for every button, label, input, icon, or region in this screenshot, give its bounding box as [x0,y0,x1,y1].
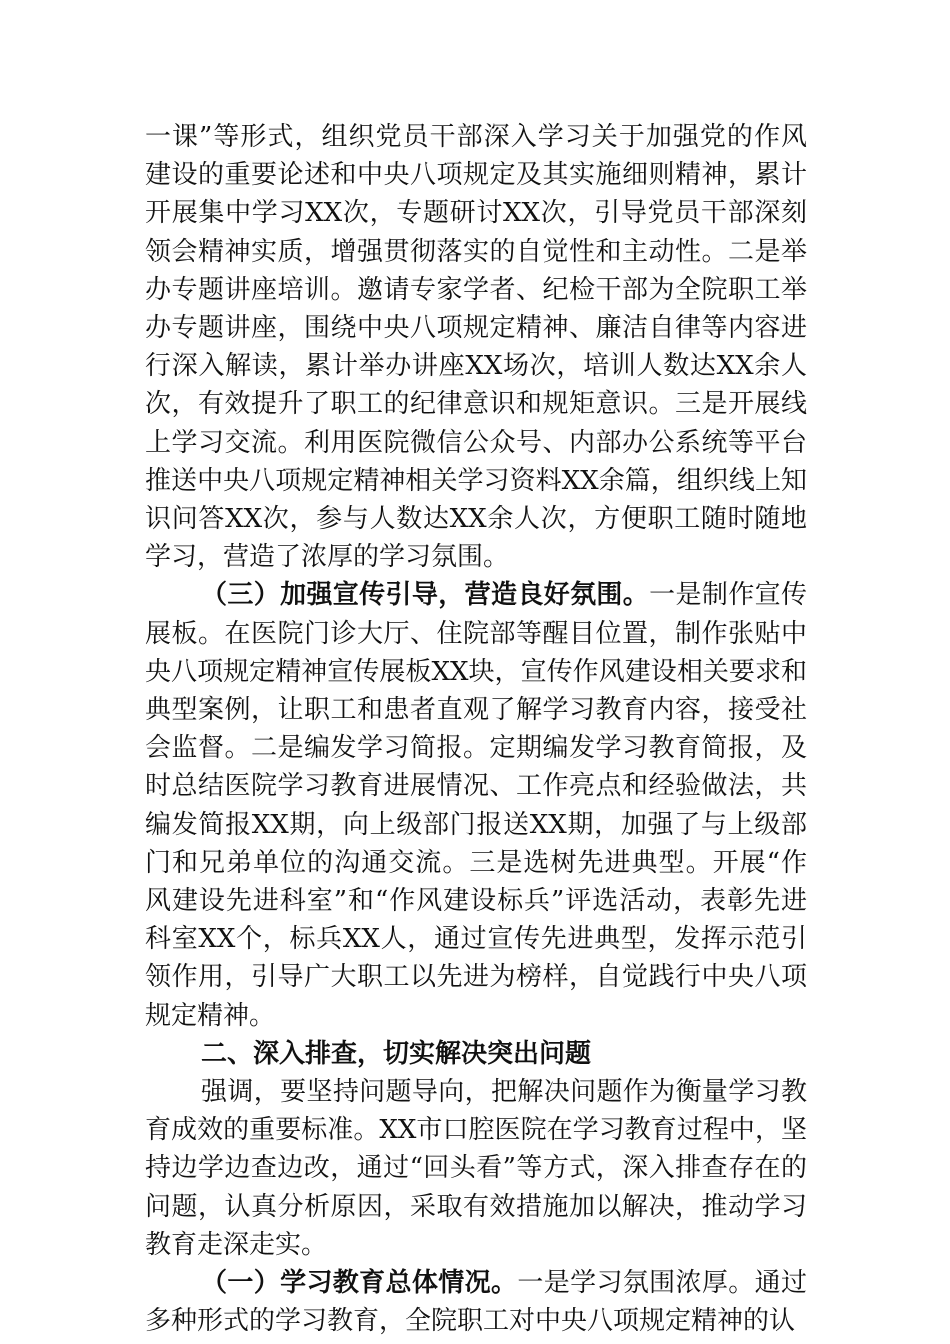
paragraph-overall-situation-body: 一是学习氛围浓厚。通过多种形式的学习教育，全院职工对中央八项规定精神的认 [145,1268,807,1337]
paragraph-study-activities: 一课”等形式，组织党员干部深入学习关于加强党的作风建设的重要论述和中央八项规定及其实施细则精神，累计开展集中学习XX次，专题研讨XX次，引导党员干部深刻领会精神实质，增强贯彻落实的自觉性和主动性。二是举办专题讲座培训。邀请专家学者、纪检干部为全院职工举办专题讲座，围绕中央八项规定精神、廉洁自律等内容进行深入解读，累计举办讲座XX场次，培训人数达XX余人次，有效提升了职工的纪律意识和规矩意识。三是开展线上学习交流。利用医院微信公众号、内部办公系统等平台推送中央八项规定精神相关学习资料XX余篇，组织线上知识问答XX次，参与人数达XX余人次，方便职工随时随地学习，营造了浓厚的学习氛围。 [145,122,807,573]
paragraph-publicity [145,576,807,1034]
paragraph-problem-orientation: 强调，要坚持问题导向，把解决问题作为衡量学习教育成效的重要标准。XX市口腔医院在学习教育过程中，坚持边学边查边改，通过“回头看”等方式，深入排查存在的问题，认真分析原因，采取有效措施加以解决，推动学习教育走深走实。 [145,1077,807,1260]
section-heading-investigation: 二、深入排查，切实解决突出问题 [201,1038,592,1069]
paragraph-overall-situation [145,1264,807,1340]
paragraph-publicity-body: 一是制作宣传展板。在医院门诊大厅、住院部等醒目位置，制作张贴中央八项规定精神宣传展板XX块，宣传作风建设相关要求和典型案例，让职工和患者直观了解学习教育内容，接受社会监督。二是编发学习简报。定期编发学习教育简报，及时总结医院学习教育进展情况、工作亮点和经验做法，共编发简报XX期，向上级部门报送XX期，加强了与上级部门和兄弟单位的沟通交流。三是选树先进典型。开展“作风建设先进科室”和“作风建设标兵”评选活动，表彰先进科室XX个，标兵XX人，通过宣传先进典型，发挥示范引领作用，引导广大职工以先进为榜样，自觉践行中央八项规定精神。 [145,580,807,1031]
subheading-overall-situation: （一）学习教育总体情况。 [201,1268,518,1299]
document-body [145,118,807,1341]
subheading-publicity: （三）加强宣传引导，营造良好氛围。 [201,580,650,611]
